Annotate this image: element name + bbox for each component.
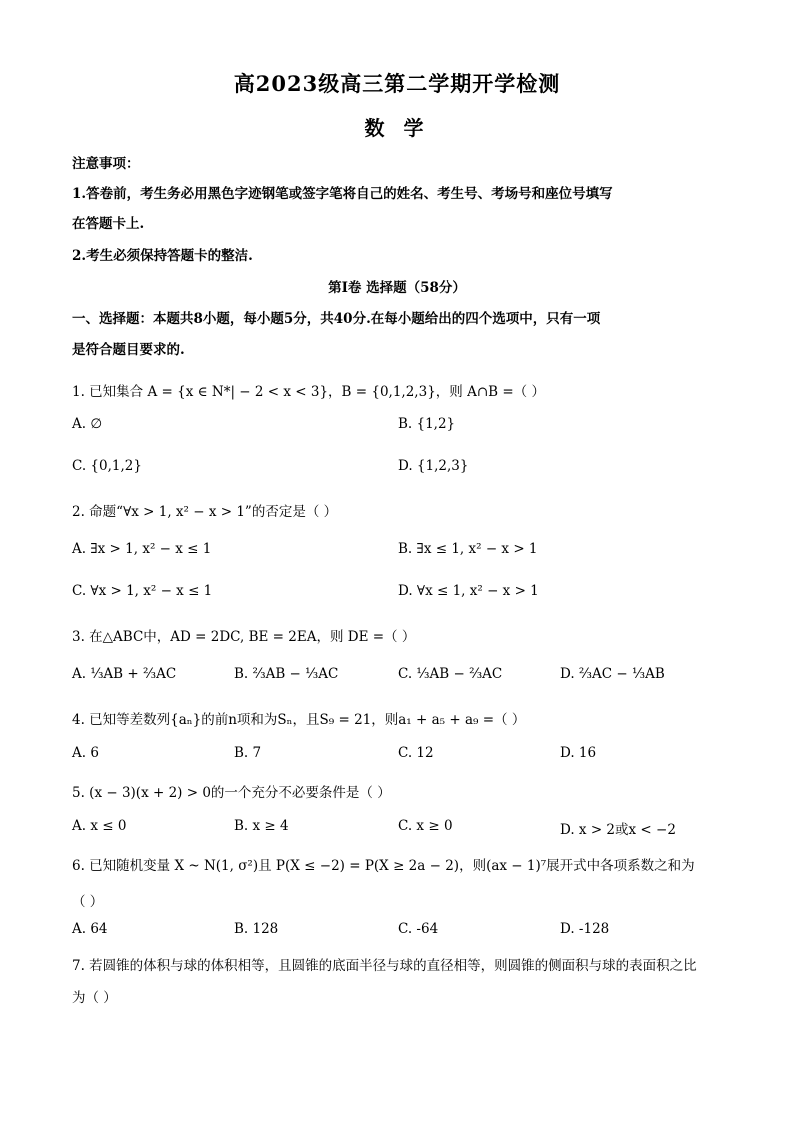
note-item-1-line-2: 在答题卡上. <box>72 216 145 232</box>
question-1-option-b: B. {1,2} <box>398 416 456 432</box>
question-1-option-d: D. {1,2,3} <box>398 458 469 474</box>
question-1-stem: 1. 已知集合 A = {x ∈ N*| − 2 < x < 3}，B = {0,1,2,3}，则 A∩B =（ ） <box>72 384 545 400</box>
subject-title: 数 学 <box>364 116 430 140</box>
question-2-option-a: A. ∃x > 1, x² − x ≤ 1 <box>72 541 212 557</box>
exam-title: 高2023级高三第二学期开学检测 <box>233 71 561 96</box>
question-3-option-d: D. ⅔AC − ⅓AB <box>560 666 665 682</box>
question-2-stem: 2. 命题“∀x > 1, x² − x > 1”的否定是（ ） <box>72 504 338 520</box>
question-6-option-b: B. 128 <box>234 921 279 937</box>
question-2-option-c: C. ∀x > 1, x² − x ≤ 1 <box>72 583 213 599</box>
section-instructions-line-1: 一、选择题：本题共8小题，每小题5分，共40分.在每小题给出的四个选项中，只有一项 <box>72 311 601 327</box>
question-6-stem-line-1: 6. 已知随机变量 X ~ N(1, σ²)且 P(X ≤ −2) = P(X ≥ 2a − 2)，则(ax − 1)⁷展开式中各项系数之和为 <box>72 858 695 874</box>
question-1-option-c: C. {0,1,2} <box>72 458 142 474</box>
question-6-stem-line-2: （ ） <box>72 894 104 910</box>
question-6-option-d: D. -128 <box>560 921 610 937</box>
question-5-stem: 5. (x − 3)(x + 2) > 0的一个充分不必要条件是（ ） <box>72 785 391 801</box>
question-3-option-a: A. ⅓AB + ⅔AC <box>72 666 177 682</box>
question-7-stem-line-1: 7. 若圆锥的体积与球的体积相等，且圆锥的底面半径与球的直径相等，则圆锥的侧面积与球的表面积之比 <box>72 958 697 974</box>
note-item-2: 2.考生必须保持答题卡的整洁. <box>72 248 253 264</box>
question-2-option-d: D. ∀x ≤ 1, x² − x > 1 <box>398 583 539 599</box>
section-instructions-line-2: 是符合题目要求的. <box>72 342 185 358</box>
question-5-option-b: B. x ≥ 4 <box>234 818 289 834</box>
section-heading: 第Ⅰ卷 选择题（58分） <box>328 280 466 296</box>
question-7-stem-line-2: 为（ ） <box>72 990 117 1006</box>
question-3-option-c: C. ⅓AB − ⅔AC <box>398 666 503 682</box>
notes-heading: 注意事项： <box>72 156 140 172</box>
question-2-option-b: B. ∃x ≤ 1, x² − x > 1 <box>398 541 538 557</box>
question-4-stem: 4. 已知等差数列{aₙ}的前n项和为Sₙ，且S₉ = 21，则a₁ + a₅ + a₉ =（ ） <box>72 712 526 728</box>
question-3-option-b: B. ⅔AB − ⅓AC <box>234 666 339 682</box>
question-6-option-c: C. -64 <box>398 921 439 937</box>
question-1-option-a: A. ∅ <box>72 416 103 432</box>
question-4-option-c: C. 12 <box>398 745 434 761</box>
question-3-stem: 3. 在△ABC中，AD = 2DC, BE = 2EA，则 DE =（ ） <box>72 629 416 645</box>
question-5-option-d: D. x > 2或x < −2 <box>560 822 676 838</box>
question-6-option-a: A. 64 <box>72 921 108 937</box>
note-item-1-line-1: 1.答卷前，考生务必用黑色字迹钢笔或签字笔将自己的姓名、考生号、考场号和座位号填写 <box>72 186 613 202</box>
question-4-option-d: D. 16 <box>560 745 597 761</box>
question-4-option-a: A. 6 <box>72 745 99 761</box>
question-5-option-a: A. x ≤ 0 <box>72 818 127 834</box>
question-5-option-c: C. x ≥ 0 <box>398 818 453 834</box>
question-4-option-b: B. 7 <box>234 745 262 761</box>
